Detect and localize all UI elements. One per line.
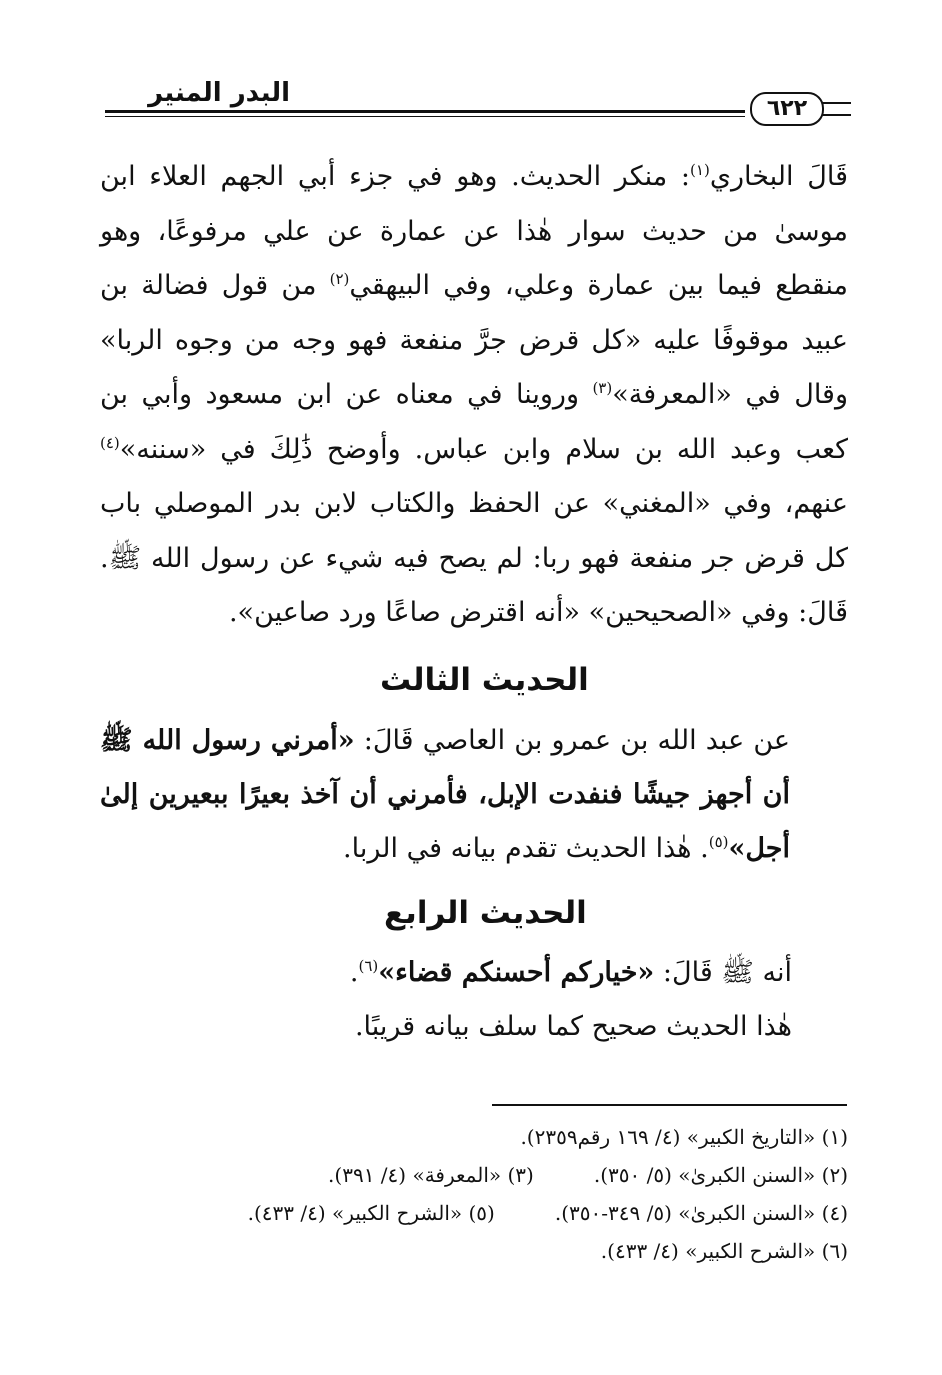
- para-text: من قول فضالة بن عبيد موقوفًا عليه «كل قرض جرَّ منفعة فهو وجه من وجوه الربا» وقال في «المعرفة»: [100, 270, 848, 410]
- footnote-row: [100, 1156, 848, 1194]
- footnote-5: (٥) «الشرح الكبير» (٤/ ٤٣٣).: [247, 1201, 495, 1225]
- narration-tail: . هٰذا الحديث تقدم بيانه في الربا.: [343, 833, 709, 864]
- page-number: ٦٢٢: [750, 92, 824, 126]
- spacer: [495, 1194, 555, 1232]
- para-text: : منكر الحديث. وهو في جزء أبي الجهم العلاء ابن موسىٰ من حديث سوار هٰذا عن عمارة عن علي مرفوعًا، وهو منقطع فيما بين عمارة وعلي، وفي البيهقي: [100, 161, 848, 301]
- hadith-quote: «خياركم أحسنكم قضاء»: [378, 957, 655, 988]
- section-third-text: [100, 714, 848, 876]
- section-heading-fourth: الحديث الرابع: [384, 895, 587, 931]
- footnotes: [100, 1118, 848, 1270]
- footnote-ref: (١): [690, 161, 710, 179]
- para-text: وروينا في معناه عن ابن مسعود وأبي بن كعب وعبد الله بن سلام وابن عباس. وأوضح ذَٰلِكَ في «سننه»: [100, 379, 848, 465]
- footnote-row: [100, 1232, 848, 1270]
- footnote-2: (٢) «السنن الكبرىٰ» (٥/ ٣٥٠).: [593, 1163, 848, 1187]
- hadith-quote: «أمرني رسول الله ﷺ أن أجهز جيشًا فنفدت الإبل، فأمرني أن آخذ بعيرًا ببعيرين إلىٰ أجل»: [100, 725, 790, 864]
- narration-intro: أنه ﷺ قَالَ:: [654, 957, 792, 988]
- footnote-separator: [492, 1104, 847, 1106]
- footnote-ref: (٢): [329, 270, 350, 288]
- page-header: [105, 78, 850, 122]
- footnote-ref: (٤): [100, 433, 120, 452]
- footnote-3: (٣) «المعرفة» (٤/ ٣٩١).: [328, 1163, 534, 1187]
- line-end: .: [349, 957, 359, 988]
- footnote-6: (٦) «الشرح الكبير» (٤/ ٤٣٣).: [600, 1239, 848, 1263]
- footnote-4: (٤) «السنن الكبرىٰ» (٥/ ٣٤٩-٣٥٠).: [554, 1201, 848, 1225]
- footnote-ref: (٣): [592, 379, 613, 397]
- narration-intro: عن عبد الله بن عمرو بن العاصي قَالَ:: [354, 725, 790, 756]
- footnote-1: (١) «التاريخ الكبير» (٤/ ١٦٩ رقم٢٣٥٩).: [520, 1125, 848, 1149]
- running-title: البدر المنير: [148, 78, 290, 108]
- section-heading-third: الحديث الثالث: [380, 662, 589, 698]
- footnote-ref: (٥): [708, 833, 729, 851]
- grading-line: هٰذا الحديث صحيح كما سلف بيانه قريبًا.: [354, 1011, 792, 1042]
- footnote-ref: (٦): [358, 957, 379, 975]
- page-number-ornament: [823, 102, 851, 116]
- header-rule-thin: [105, 116, 745, 117]
- footnote-row: [100, 1194, 848, 1232]
- para-text: قَالَ البخاري: [709, 161, 848, 192]
- section-fourth-text: [100, 946, 792, 1054]
- header-rule: [105, 110, 745, 113]
- main-paragraph: [100, 150, 848, 641]
- spacer: [534, 1156, 594, 1194]
- footnote-row: [100, 1118, 848, 1156]
- para-text: عنهم، وفي «المغني» عن الحفظ والكتاب لابن بدر الموصلي باب كل قرض جر منفعة فهو ربا: لم يصح فيه شيء عن رسول الله ﷺ. قَالَ: وفي «الصحيحين» «أنه اقترض صاعًا ورد صاعين».: [100, 488, 848, 628]
